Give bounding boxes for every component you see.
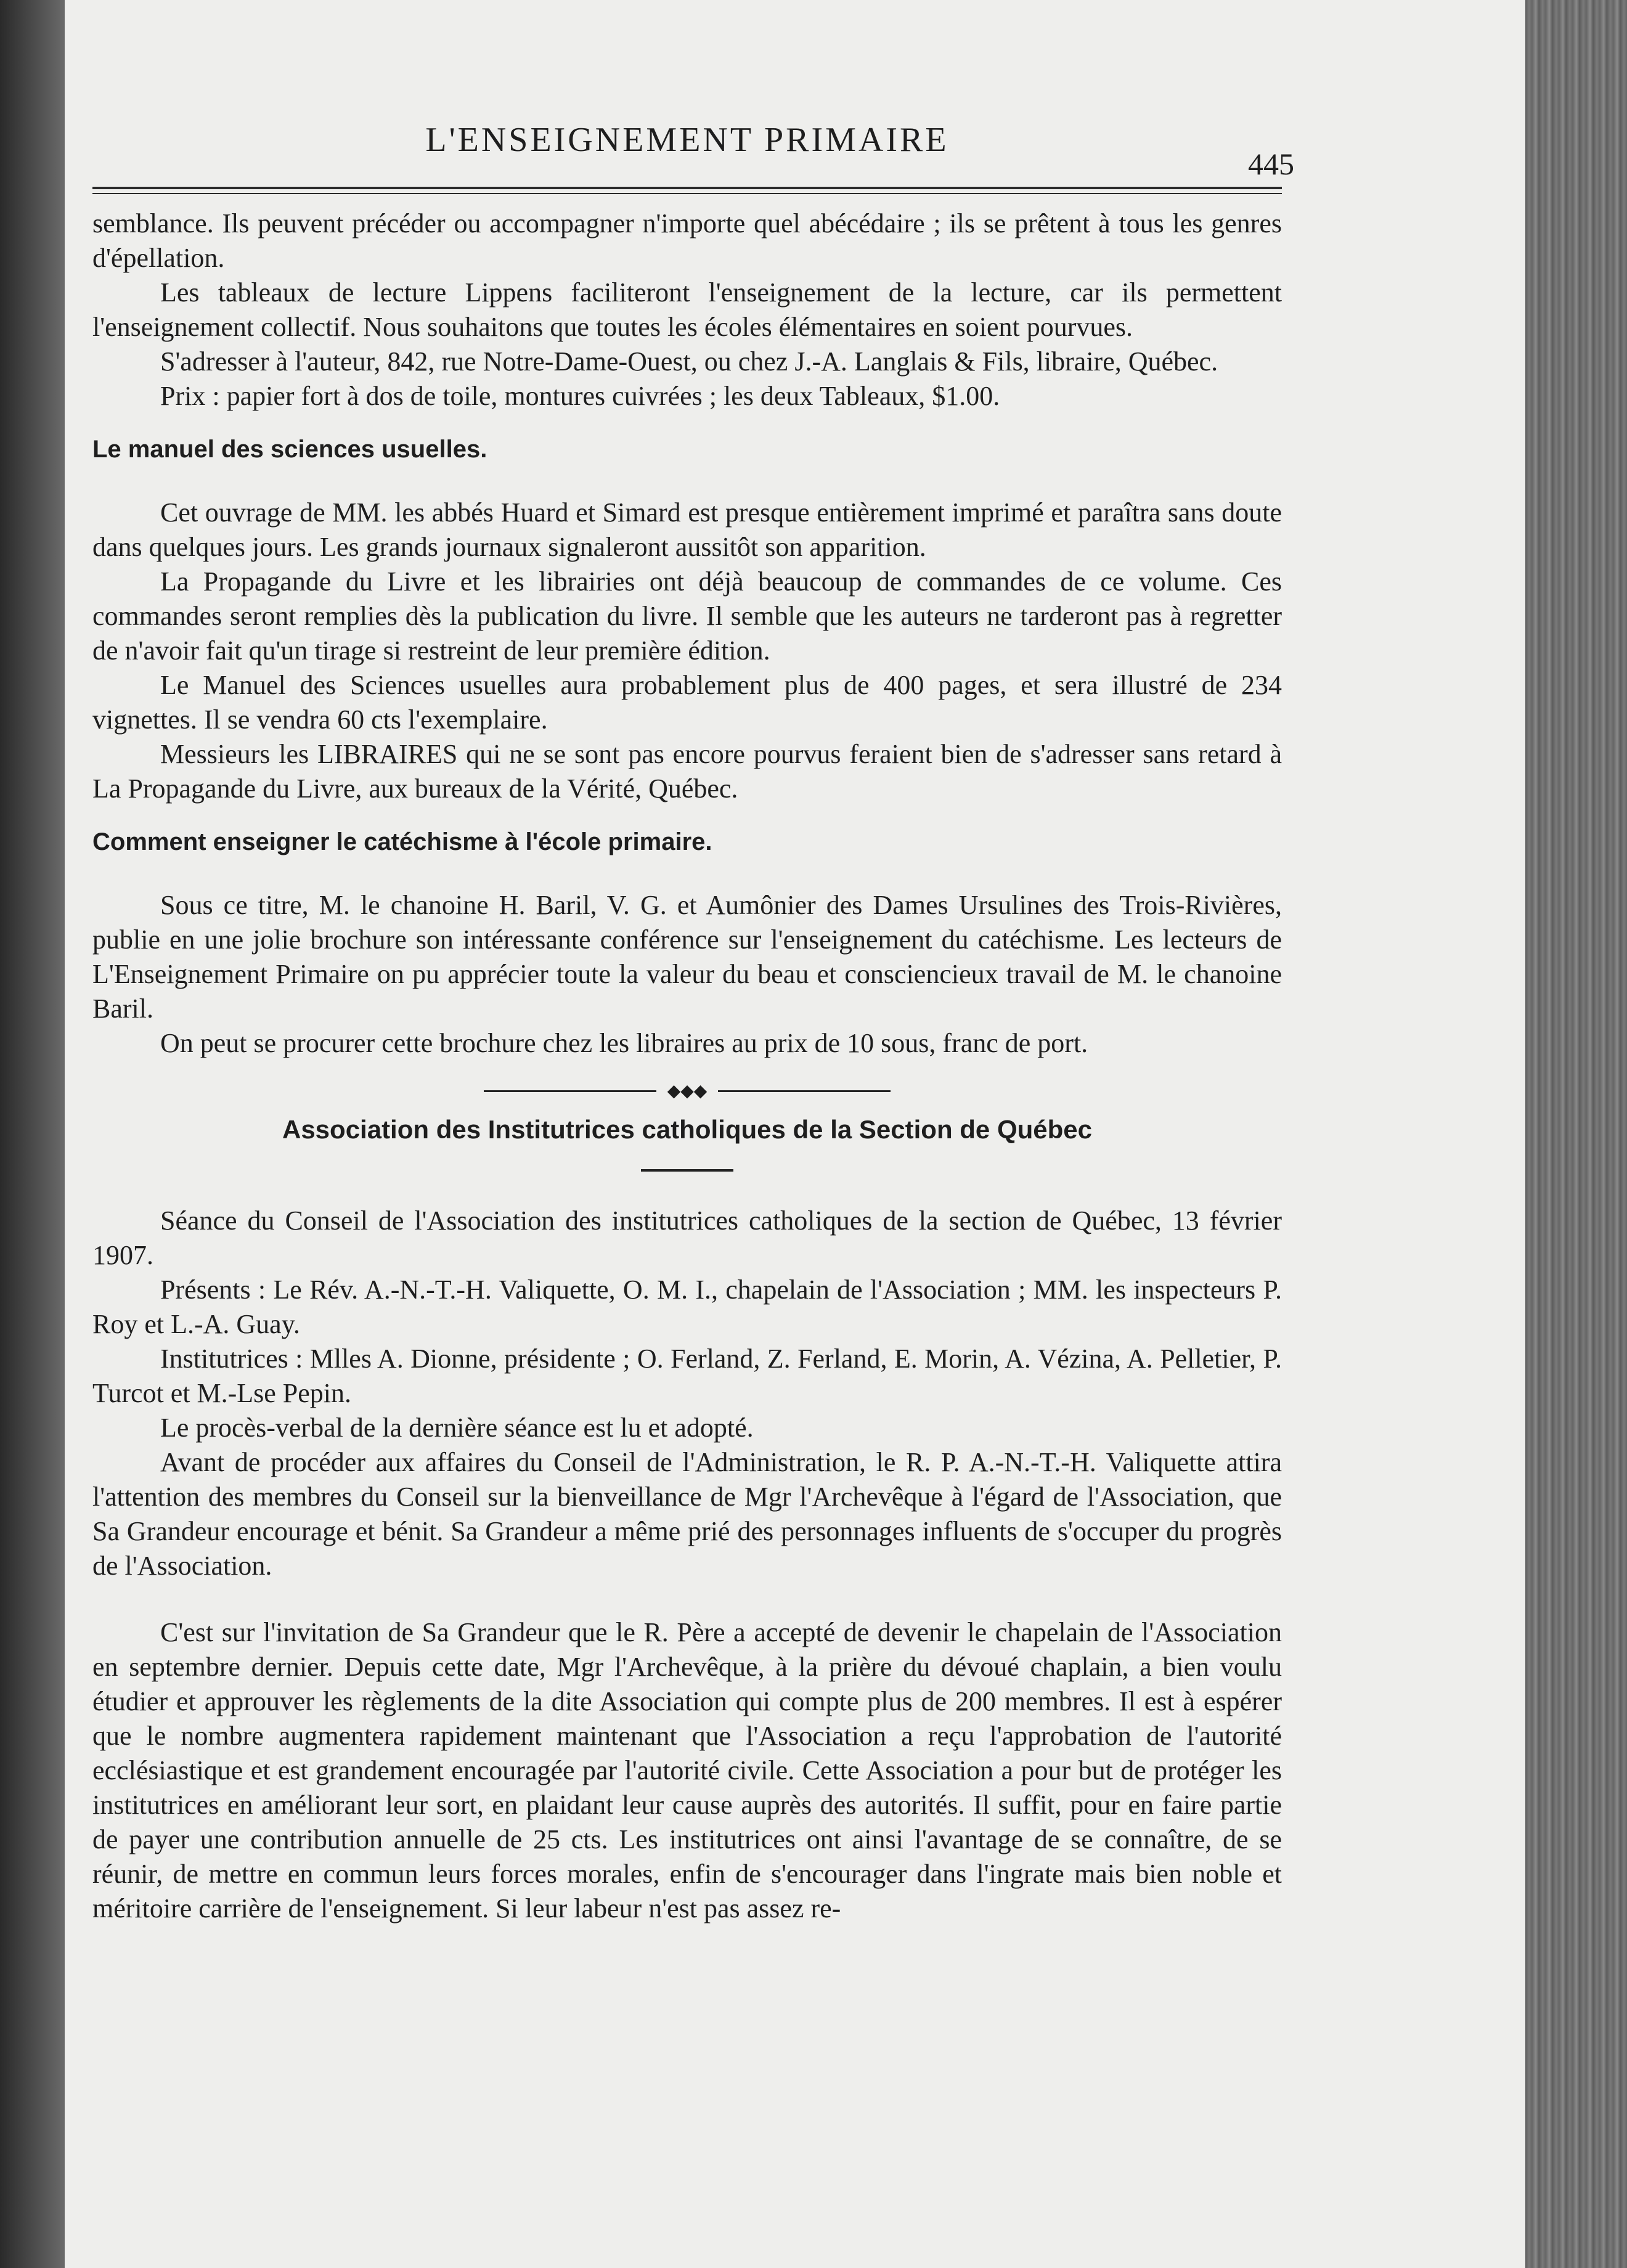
paragraph: Présents : Le Rév. A.-N.-T.-H. Valiquette, O. M. I., chapelain de l'Association ; MM. les inspecteurs P. Roy et L.-A. Guay. <box>92 1275 1282 1339</box>
paragraph: semblance. Ils peuvent précéder ou accompagner n'importe quel abécédaire ; ils se prêtent à tous les genres d'épellation. <box>92 208 1282 273</box>
section-heading: Comment enseigner le catéchisme à l'école primaire. <box>92 828 712 855</box>
running-header <box>92 114 1294 188</box>
paragraph: Les tableaux de lecture Lippens faciliteront l'enseignement de la lecture, car ils permettent l'enseignement collectif. Nous souhaitons que toutes les écoles élémentaires en soient pourvues. <box>92 277 1282 342</box>
ornament-line-left <box>484 1090 656 1092</box>
paragraph: C'est sur l'invitation de Sa Grandeur que le R. Père a accepté de devenir le chapelain de l'Association en septembre dernier. Depuis cette date, Mgr l'Archevêque, à la prière du dévoué chaplain, a bien voulu étudier et approuver les règlements de la dite Association qui compte plus de 200 membres. Il est à espérer que le nombre augmentera rapidement maintenant que l'Association a reçu l'approbation de l'autorité ecclésiastique et est grandement encouragée par l'autorité civile. Cette Association a pour but de protéger les institutrices en améliorant leur sort, en plaidant leur cause auprès des autorités. Il suffit, pour en faire partie de payer une contribution annuelle de 25 cts. Les institutrices ont ainsi l'avantage de se connaître, de se réunir, de mettre en commun leurs forces morales, enfin de s'encourager dans l'ingrate mais bien noble et méritoire carrière de l'enseignement. Si leur labeur n'est pas assez re- <box>92 1617 1282 1923</box>
page-content <box>92 114 1294 1926</box>
ornament-fleuron-icon: ◆◆◆ <box>667 1082 707 1101</box>
paragraph: Sous ce titre, M. le chanoine H. Baril, V. G. et Aumônier des Dames Ursulines des Trois-Rivières, publie en une jolie brochure son intéressante conférence sur l'enseignement du catéchisme. Les lecteurs de L'Enseignement Primaire on pu apprécier toute la valeur du beau et consciencieux travail de M. le chanoine Baril. <box>92 890 1282 1024</box>
paragraph: Messieurs les LIBRAIRES qui ne se sont pas encore pourvus feraient bien de s'adresser sans retard à La Propagande du Livre, aux bureaux de la Vérité, Québec. <box>92 739 1282 804</box>
association-heading: Association des Institutrices catholiques de la Section de Québec <box>282 1115 1093 1144</box>
paragraph: Le Manuel des Sciences usuelles aura probablement plus de 400 pages, et sera illustré de 234 vignettes. Il se vendra 60 cts l'exemplaire. <box>92 670 1282 735</box>
scan-right-edge <box>1525 0 1627 2268</box>
paragraph: Prix : papier fort à dos de toile, montures cuivrées ; les deux Tableaux, $1.00. <box>160 381 1000 411</box>
scan-left-edge <box>0 0 65 2268</box>
header-rule <box>92 187 1282 194</box>
ornament-divider <box>92 1080 1282 1101</box>
ornament-line-right <box>718 1090 891 1092</box>
paragraph: La Propagande du Livre et les librairies ont déjà beaucoup de commandes de ce volume. Ces commandes seront remplies dès la publication du livre. Il semble que les auteurs ne tarderont pas à regretter de n'avoir fait qu'un tirage si restreint de leur première édition. <box>92 566 1282 666</box>
paragraph: Institutrices : Mlles A. Dionne, présidente ; O. Ferland, Z. Ferland, E. Morin, A. Vézina, A. Pelletier, P. Turcot et M.-Lse Pepin. <box>92 1344 1282 1408</box>
page-number: 445 <box>1248 147 1294 181</box>
running-title: L'ENSEIGNEMENT PRIMAIRE <box>425 121 949 159</box>
paragraph: Le procès-verbal de la dernière séance est lu et adopté. <box>160 1413 754 1443</box>
paragraph: Séance du Conseil de l'Association des institutrices catholiques de la section de Québec, 13 février 1907. <box>92 1205 1282 1270</box>
paragraph: Cet ouvrage de MM. les abbés Huard et Simard est presque entièrement imprimé et paraîtra sans doute dans quelques jours. Les grands journaux signaleront aussitôt son apparition. <box>92 497 1282 562</box>
body-text <box>92 188 1282 1926</box>
paragraph: S'adresser à l'auteur, 842, rue Notre-Dame-Ouest, ou chez J.-A. Langlais & Fils, libraire, Québec. <box>160 346 1218 377</box>
paragraph: On peut se procurer cette brochure chez les libraires au prix de 10 sous, franc de port. <box>160 1028 1088 1058</box>
paragraph: Avant de procéder aux affaires du Conseil de l'Administration, le R. P. A.-N.-T.-H. Valiquette attira l'attention des membres du Conseil sur la bienveillance de Mgr l'Archevêque à l'égard de l'Association, que Sa Grandeur encourage et bénit. Sa Grandeur a même prié des personnages influents de s'occuper du progrès de l'Association. <box>92 1447 1282 1581</box>
section-heading: Le manuel des sciences usuelles. <box>92 436 487 463</box>
short-rule <box>641 1169 733 1172</box>
book-page <box>65 0 1525 2268</box>
